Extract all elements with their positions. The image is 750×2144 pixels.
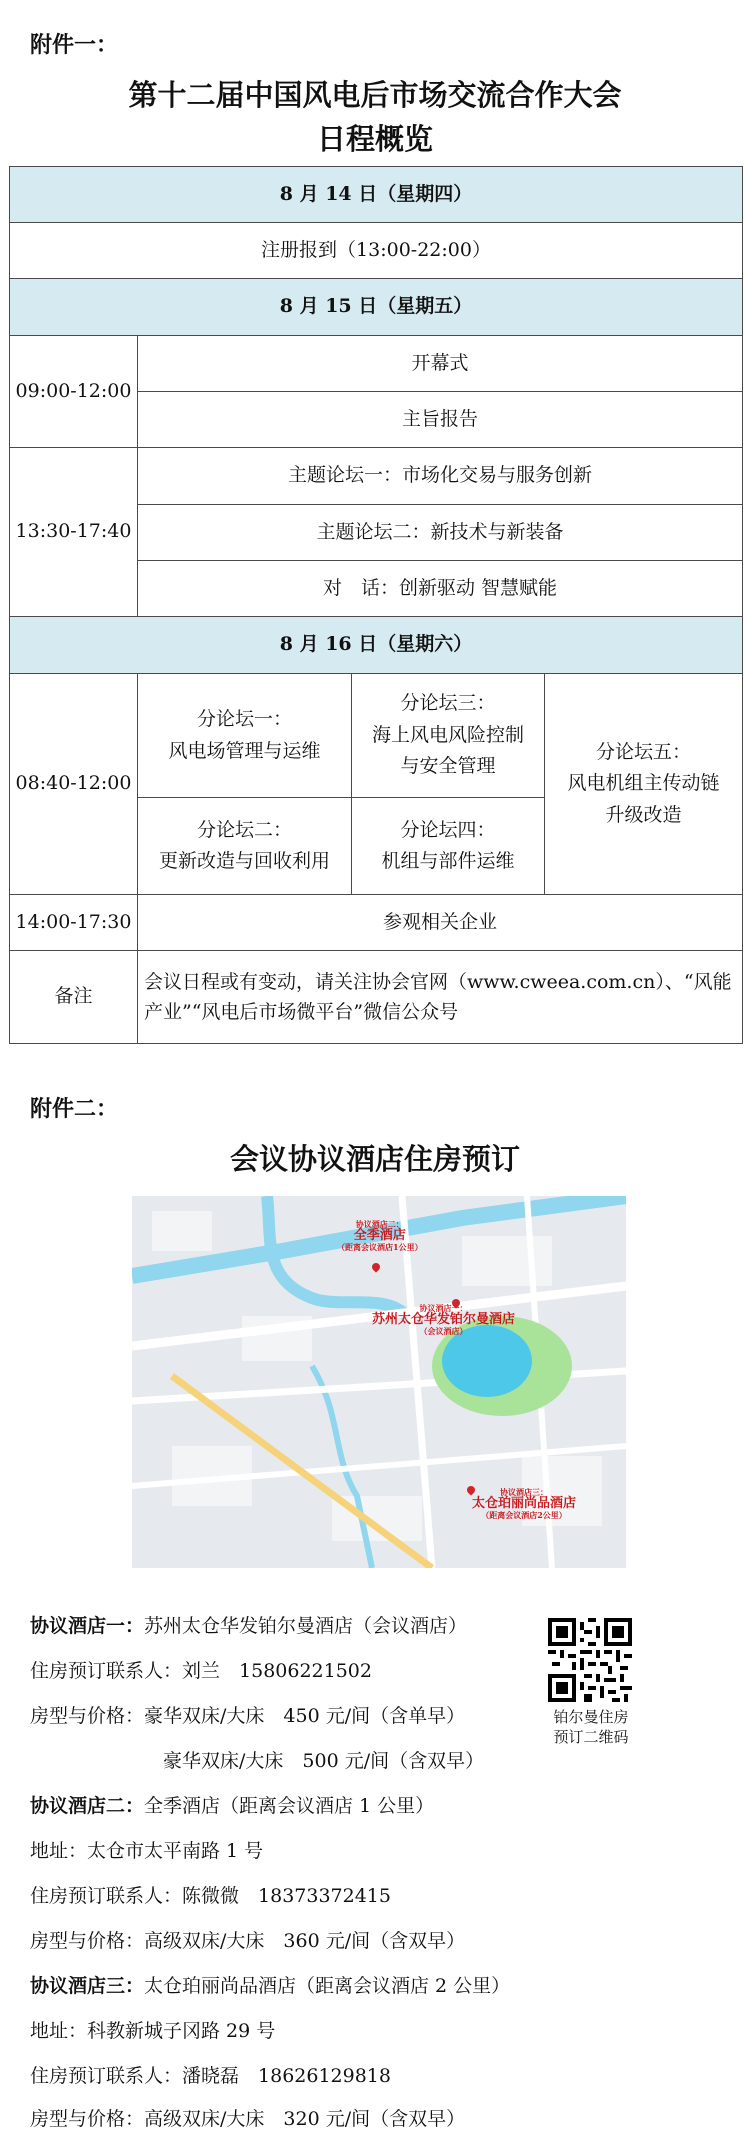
- hotel1-line: 协议酒店一：苏州太仓华发铂尔曼酒店（会议酒店）: [30, 1615, 468, 1637]
- hotel1-price1: 房型与价格：豪华双床/大床 450 元/间（含单早）: [30, 1705, 466, 1727]
- qr-caption: 铂尔曼住房 预订二维码: [553, 1708, 629, 1746]
- session-visit: 参观相关企业: [138, 895, 743, 951]
- map-label-hotel2: 协议酒店二： 全季酒店 （距离会议酒店1公里）: [337, 1219, 423, 1253]
- subforum-4: 分论坛四： 机组与部件运维: [352, 798, 545, 895]
- hotel3-price: 房型与价格：高级双床/大床 320 元/间（含双早）: [30, 2108, 466, 2130]
- hotel-map: [132, 1196, 626, 1568]
- subforum-1: 分论坛一： 风电场管理与运维: [138, 674, 352, 798]
- day2-morning-time: 09:00-12:00: [10, 336, 138, 448]
- hotel-section-title: 会议协议酒店住房预订: [229, 1142, 520, 1176]
- hotel3-address: 地址：科教新城子冈路 29 号: [30, 2020, 276, 2042]
- day1-registration: 注册报到（13:00-22:00）: [10, 223, 743, 279]
- day3-afternoon-time: 14:00-17:30: [10, 895, 138, 951]
- hotel2-contact: 住房预订联系人：陈微微 18373372415: [30, 1885, 391, 1907]
- note-label: 备注: [10, 951, 138, 1044]
- annex2-label: 附件二：: [30, 1096, 119, 1122]
- session-opening: 开幕式: [138, 336, 743, 392]
- note-text: 会议日程或有变动，请关注协会官网（www.cweea.com.cn）、“风能产业”“风电后市场微平台”微信公众号: [138, 951, 743, 1044]
- hotel3-contact: 住房预订联系人：潘晓磊 18626129818: [30, 2065, 391, 2087]
- hotel2-line: 协议酒店二：全季酒店（距离会议酒店 1 公里）: [30, 1795, 435, 1817]
- subforum-5: 分论坛五： 风电机组主传动链 升级改造: [545, 674, 743, 895]
- hotel2-address: 地址：太仓市太平南路 1 号: [30, 1840, 264, 1862]
- day3-date: 8 月 16 日（星期六）: [10, 617, 743, 674]
- session-forum2: 主题论坛二：新技术与新装备: [138, 505, 743, 561]
- day2-afternoon-time: 13:30-17:40: [10, 448, 138, 617]
- booking-qr-code: [548, 1618, 632, 1702]
- day1-date: 8 月 14 日（星期四）: [10, 167, 743, 223]
- subforum-3: 分论坛三： 海上风电风险控制 与安全管理: [352, 674, 545, 798]
- annex1-label: 附件一：: [30, 32, 119, 58]
- hotel1-price2: 豪华双床/大床 500 元/间（含双早）: [163, 1750, 485, 1772]
- session-dialogue: 对 话：创新驱动 智慧赋能: [138, 561, 743, 617]
- schedule-table: [9, 166, 743, 1044]
- day2-date: 8 月 15 日（星期五）: [10, 279, 743, 336]
- session-forum1: 主题论坛一：市场化交易与服务创新: [138, 448, 743, 505]
- page-title: 第十二届中国风电后市场交流合作大会: [128, 78, 622, 112]
- hotel1-contact: 住房预订联系人：刘兰 15806221502: [30, 1660, 372, 1682]
- subforum-2: 分论坛二： 更新改造与回收利用: [138, 798, 352, 895]
- map-label-hotel1: 协议酒店一： 苏州太仓华发铂尔曼酒店 （会议酒店）: [372, 1303, 516, 1337]
- hotel3-line: 协议酒店三：太仓珀丽尚品酒店（距离会议酒店 2 公里）: [30, 1975, 511, 1997]
- day3-morning-time: 08:40-12:00: [10, 674, 138, 895]
- map-label-hotel3: 协议酒店三： 太仓珀丽尚品酒店 （距离会议酒店2公里）: [472, 1487, 577, 1521]
- hotel2-price: 房型与价格：高级双床/大床 360 元/间（含双早）: [30, 1930, 466, 1952]
- page-subtitle: 日程概览: [316, 122, 433, 156]
- session-keynote: 主旨报告: [138, 392, 743, 448]
